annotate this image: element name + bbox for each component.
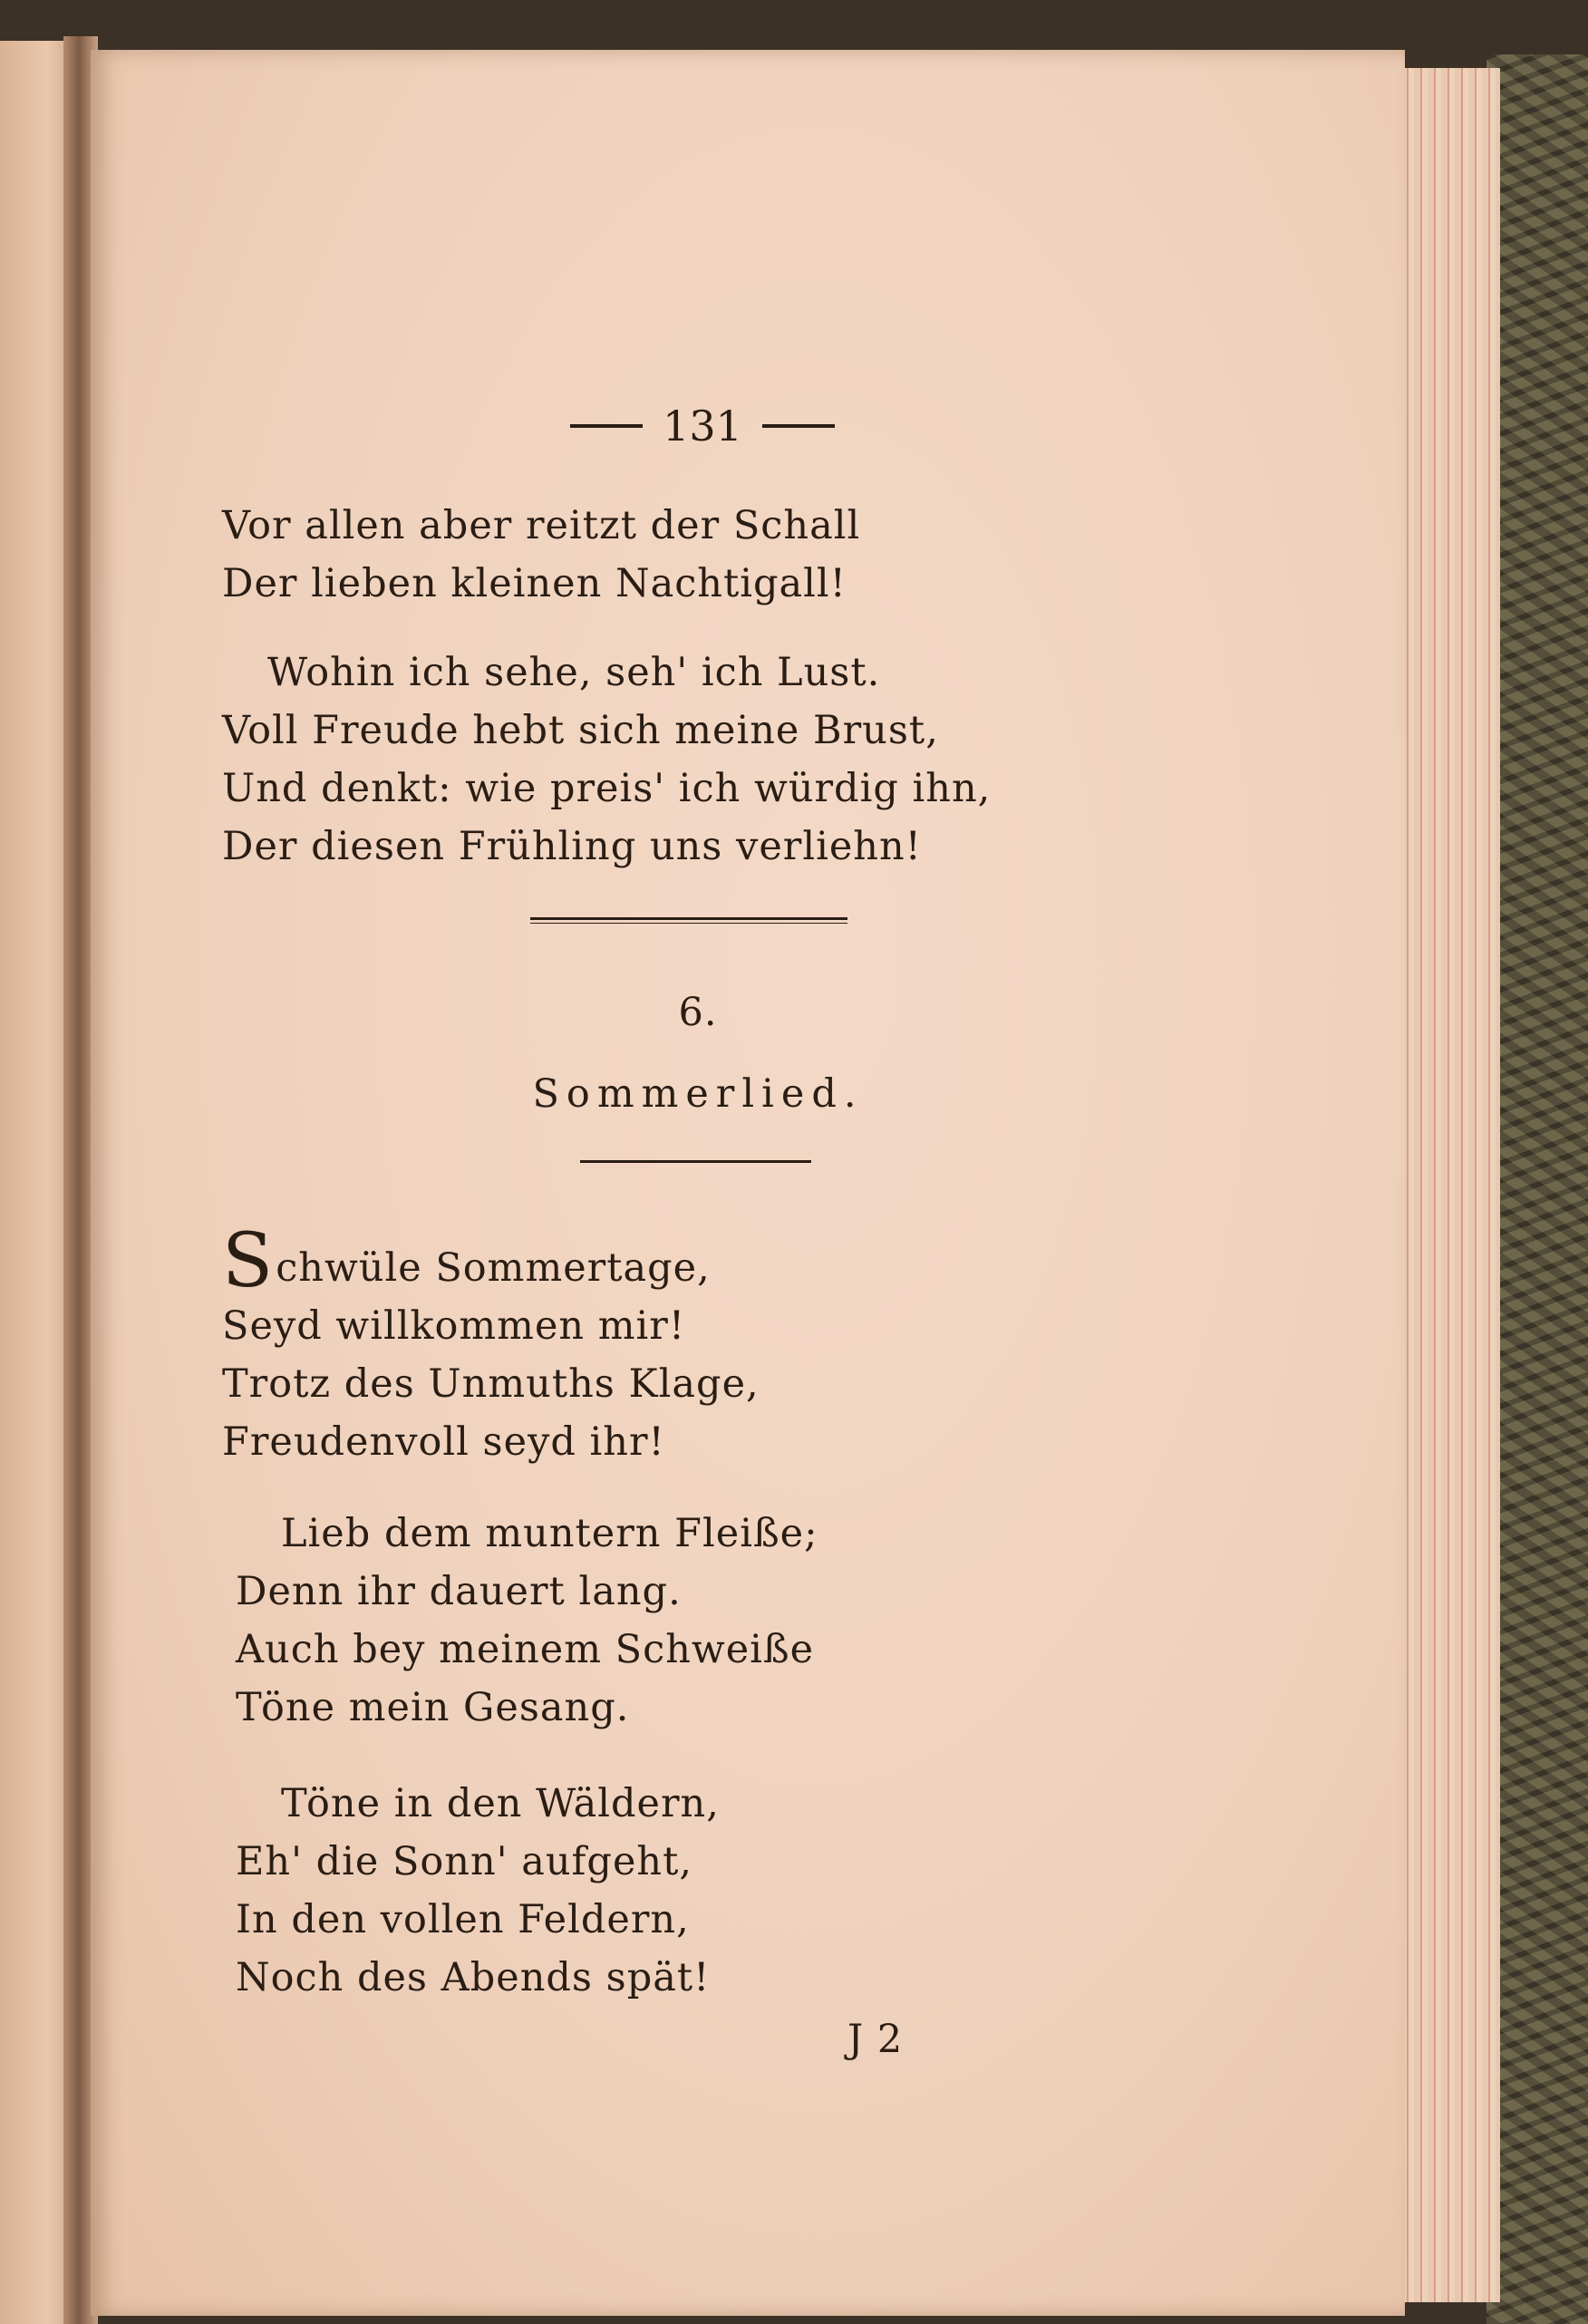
stanza-3 (236, 1775, 720, 2007)
stanza-2 (236, 1505, 818, 1737)
running-header (553, 399, 852, 453)
poem-line: Und denkt: wie preis' ich würdig ihn, (222, 766, 992, 811)
poem-line: Voll Freude hebt sich meine Brust, (222, 708, 939, 753)
stanza-continued (222, 497, 860, 613)
first-line-text: chwüle Sommertage, (276, 1245, 711, 1291)
poem-line: Seyd willkommen mir! (222, 1303, 686, 1349)
poem-line: Töne in den Wäldern, (281, 1781, 720, 1826)
signature-mark: J 2 (847, 2017, 904, 2062)
poem-line: Noch des Abends spät! (236, 1955, 711, 2000)
poem-number: 6. (678, 990, 718, 1035)
poem-line: Denn ihr dauert lang. (236, 1569, 682, 1614)
poem-line: Lieb dem muntern Fleiße; (281, 1511, 818, 1556)
marbled-cover (1486, 54, 1588, 2324)
poem-title: Sommerlied. (532, 1071, 864, 1117)
poem-line: Töne mein Gesang. (236, 1685, 630, 1730)
header-dash-right (762, 424, 835, 428)
title-underline (580, 1160, 811, 1163)
stanza-final (222, 644, 991, 876)
poem-line: Wohin ich sehe, seh' ich Lust. (267, 650, 881, 695)
page-number: 131 (663, 402, 742, 450)
stanza-1 (222, 1218, 760, 1471)
drop-cap: S (222, 1218, 275, 1304)
poem-line: Vor allen aber reitzt der Schall (222, 503, 861, 548)
poem-line-first (222, 1218, 760, 1304)
poem-line: Freudenvoll seyd ihr! (222, 1419, 665, 1465)
section-divider (530, 917, 847, 920)
poem-line: In den vollen Feldern, (236, 1897, 690, 1942)
poem-line: Eh' die Sonn' aufgeht, (236, 1839, 693, 1884)
poem-line: Der lieben kleinen Nachtigall! (222, 561, 847, 606)
poem-line: Der diesen Frühling uns verliehn! (222, 824, 922, 869)
poem-line: Trotz des Unmuths Klage, (222, 1361, 760, 1407)
poem-line: Auch bey meinem Schweiße (236, 1627, 815, 1672)
header-dash-left (570, 424, 643, 428)
